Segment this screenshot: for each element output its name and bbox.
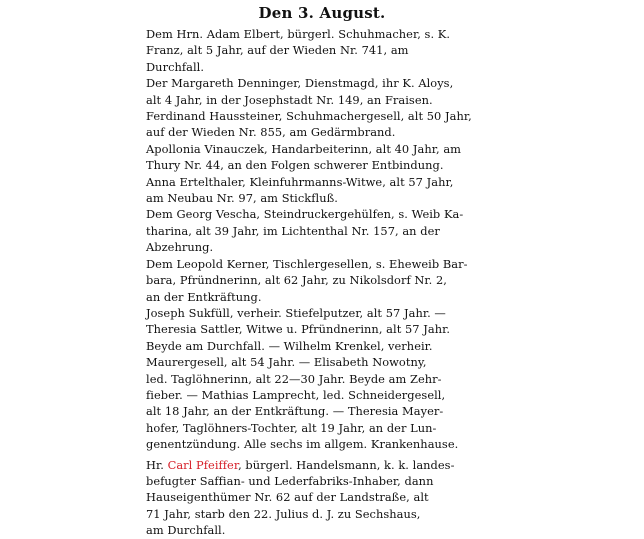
notice-line: Dem Georg Vescha, Steindruckergehülfen, s. Weib Ka- <box>146 207 464 222</box>
notice-line: hofer, Taglöhners-Tochter, alt 19 Jahr, an der Lun- <box>146 420 437 435</box>
notice-line: fieber. — Mathias Lamprecht, led. Schneidergesell, <box>146 387 446 402</box>
notice-line: Hauseigenthümer Nr. 62 auf der Landstraße, alt <box>146 490 429 505</box>
notice-line: Anna Ertelthaler, Kleinfuhrmanns-Witwe, alt 57 Jahr, <box>146 174 454 189</box>
notice-line: alt 18 Jahr, an der Entkräftung. — Theresia Mayer- <box>146 404 444 419</box>
notice-line: Beyde am Durchfall. — Wilhelm Krenkel, verheir. <box>146 338 433 353</box>
notice-line: am Durchfall. <box>146 523 226 538</box>
notice-line: am Neubau Nr. 97, am Stickfluß. <box>146 191 338 206</box>
notice-line: Maurergesell, alt 54 Jahr. — Elisabeth Nowotny, <box>146 355 427 370</box>
notice-line: Franz, alt 5 Jahr, auf der Wieden Nr. 741, am <box>146 43 409 58</box>
notice-line: Thury Nr. 44, an den Folgen schwerer Entbindung. <box>146 158 444 173</box>
death-notices-list <box>146 26 498 539</box>
notice-line: Theresia Sattler, Witwe u. Pfründnerinn, alt 57 Jahr. <box>146 322 451 337</box>
notice-entry <box>146 305 498 453</box>
notice-line: genentzündung. Alle sechs im allgem. Krankenhause. <box>146 437 459 452</box>
notice-entry <box>146 256 498 305</box>
notice-line <box>146 457 498 473</box>
notice-line: Apollonia Vinauczek, Handarbeiterinn, alt 40 Jahr, am <box>146 141 462 156</box>
notice-line: led. Taglöhnerinn, alt 22—30 Jahr. Beyde am Zehr- <box>146 371 442 386</box>
notice-line: befugter Saffian- und Lederfabriks-Inhaber, dann <box>146 473 434 488</box>
notice-line: auf der Wieden Nr. 855, am Gedärmbrand. <box>146 125 396 140</box>
notice-line: 71 Jahr, starb den 22. Julius d. J. zu Sechshaus, <box>146 506 421 521</box>
notice-entry <box>146 26 498 75</box>
highlighted-notice-entry <box>146 457 498 539</box>
notice-line: Durchfall. <box>146 59 205 74</box>
notice-line: an der Entkräftung. <box>146 289 262 304</box>
notice-line: Der Margareth Denninger, Dienstmagd, ihr K. Aloys, <box>146 76 454 91</box>
notice-line: tharina, alt 39 Jahr, im Lichtenthal Nr. 157, an der <box>146 223 440 238</box>
notice-entry <box>146 206 498 255</box>
notice-entry <box>146 174 498 207</box>
notice-line: Joseph Sukfüll, verheir. Stiefelputzer, alt 57 Jahr. — <box>146 305 446 320</box>
notice-line: Ferdinand Haussteiner, Schuhmachergesell, alt 50 Jahr, <box>146 109 472 124</box>
section-heading: Den 3. August. <box>258 4 386 22</box>
highlighted-name: Carl Pfeiffer <box>167 457 239 472</box>
notice-entry <box>146 75 498 108</box>
notice-line: bara, Pfründnerinn, alt 62 Jahr, zu Nikolsdorf Nr. 2, <box>146 273 447 288</box>
notice-entry <box>146 108 498 141</box>
honorific: Hr. <box>146 457 168 472</box>
notice-line: Dem Leopold Kerner, Tischlergesellen, s. Eheweib Bar- <box>146 256 468 271</box>
notice-line: Abzehrung. <box>146 240 214 255</box>
notice-entry <box>146 141 498 174</box>
notice-line: alt 4 Jahr, in der Josephstadt Nr. 149, an Fraisen. <box>146 92 433 107</box>
notice-text: , bürgerl. Handelsmann, k. k. landes- <box>238 457 455 472</box>
notice-line: Dem Hrn. Adam Elbert, bürgerl. Schuhmacher, s. K. <box>146 27 451 41</box>
